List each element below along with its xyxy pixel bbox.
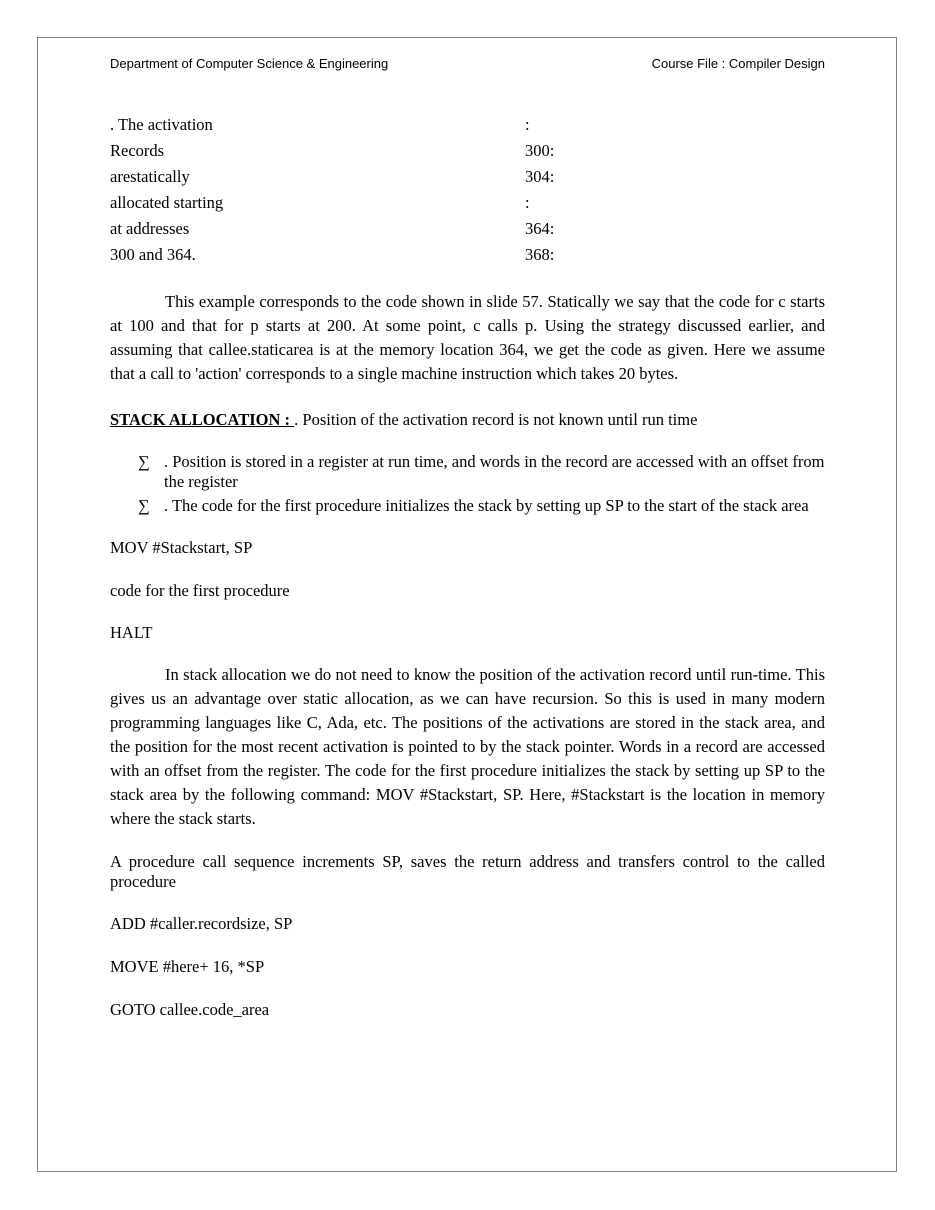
address-row-value: : (525, 115, 530, 134)
address-row (110, 216, 825, 242)
stack-allocation-heading-line (110, 408, 825, 432)
address-row-text: . The activation (110, 115, 213, 134)
stack-bullet-list (110, 452, 825, 516)
address-row-value: 364: (525, 219, 555, 238)
list-item-text: . Position is stored in a register at run time, and words in the record are accessed with an offset from the register (164, 452, 825, 491)
code-line: ADD #caller.recordsize, SP (110, 914, 293, 933)
address-row (110, 164, 825, 190)
list-item (110, 496, 825, 516)
address-row-value: 304: (525, 167, 555, 186)
address-row (110, 242, 825, 268)
stack-allocation-heading: STACK ALLOCATION : (110, 410, 295, 429)
address-row (110, 190, 825, 216)
address-row (110, 112, 825, 138)
address-row-text: Records (110, 141, 165, 160)
address-row-text: 300 and 364. (110, 245, 196, 264)
page-content (110, 112, 825, 1022)
code-line: code for the first procedure (110, 581, 290, 600)
sigma-bullet-icon: ∑ (138, 452, 150, 471)
address-row-text: at addresses (110, 219, 190, 238)
call-sequence-paragraph: A procedure call sequence increments SP, saves the return address and transfers control to the called procedure (110, 852, 825, 891)
address-table (110, 112, 825, 268)
stack-allocation-paragraph: In stack allocation we do not need to know the position of the activation record until run-time. This gives us an advantage over static allocation, as we can have recursion. So this is used in many modern programming languages like C, Ada, etc. The positions of the activations are stored in the stack area, and the position for the most recent activation is pointed to by the stack pointer. Words in a record are accessed with an offset from the register. The code for the first procedure initializes the stack by setting up SP to the stack area by the following command: MOV #Stackstart, SP. Here, #Stackstart is the location in memory where the stack starts. (110, 665, 825, 828)
list-item (110, 452, 825, 492)
list-item-text: . The code for the first procedure initializes the stack by setting up SP to the start of the stack area (164, 496, 809, 515)
address-row-value: 300: (525, 141, 555, 160)
code-line: MOVE #here+ 16, *SP (110, 957, 265, 976)
header-department: Department of Computer Science & Engineering (110, 56, 389, 71)
sigma-bullet-icon: ∑ (138, 496, 150, 515)
static-example-paragraph: This example corresponds to the code shown in slide 57. Statically we say that the code for c starts at 100 and that for p starts at 200. At some point, c calls p. Using the strategy discussed earlier, and assuming that callee.staticarea is at the memory location 364, we get the code as given. Here we assume that a call to 'action' corresponds to a single machine instruction which takes 20 bytes. (110, 292, 825, 383)
code-line: MOV #Stackstart, SP (110, 538, 253, 557)
address-row-text: allocated starting (110, 193, 224, 212)
code-line: GOTO callee.code_area (110, 1000, 270, 1019)
stack-allocation-intro: . Position of the activation record is not known until run time (294, 410, 698, 429)
code-line: HALT (110, 623, 153, 642)
header-course: Course File : Compiler Design (651, 56, 825, 71)
address-row-text: arestatically (110, 167, 190, 186)
address-row-value: : (525, 193, 530, 212)
address-row-value: 368: (525, 245, 555, 264)
address-row (110, 138, 825, 164)
